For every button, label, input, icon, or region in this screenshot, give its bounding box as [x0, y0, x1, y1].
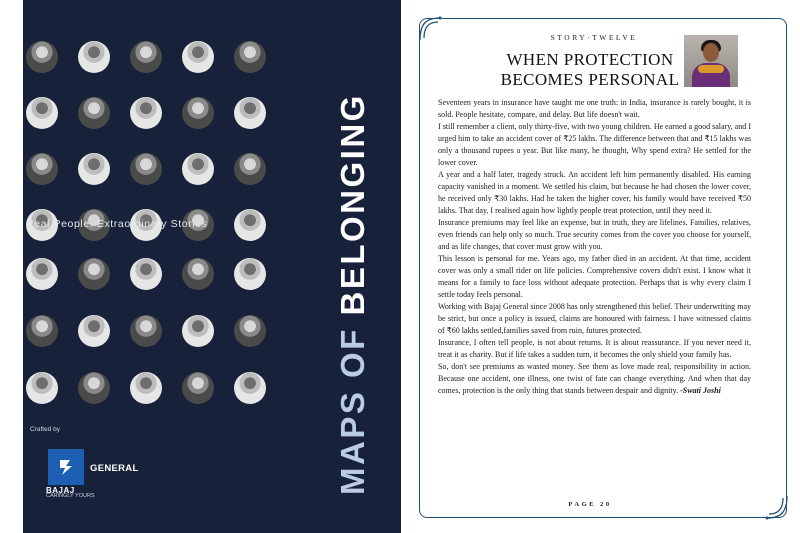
crafted-by-label: Crafted by — [30, 426, 60, 433]
portrait-photo — [78, 315, 110, 347]
story-paragraph: This lesson is personal for me. Years ago, my father died in an accident. At that time, accident cover was only a small rider on life policies. Comprehensive covers didn't exist. I know what it means for a family to face loss without adequate protection. Perhaps that is why every claim I settle today feels personal. — [438, 254, 751, 299]
portrait-photo — [26, 372, 58, 404]
portrait-photo — [78, 153, 110, 185]
story-label: STORY·TWELVE — [550, 33, 638, 42]
corner-ornament-icon — [761, 494, 789, 522]
portrait-photo — [234, 153, 266, 185]
story-title-line1: WHEN PROTECTION — [506, 50, 674, 69]
portrait-photo — [78, 41, 110, 73]
story-body — [438, 97, 751, 397]
portrait-photo — [26, 41, 58, 73]
portrait-photo — [130, 258, 162, 290]
story-paragraph: Seventeen years in insurance have taught me one truth: in India, insurance is rarely bought, it is sold. People hesitate, compare, and delay. But life doesn't wait. — [438, 98, 751, 119]
cover-tagline: Real People. Extraordinary Stories — [26, 218, 208, 230]
portrait-photo — [234, 41, 266, 73]
story-title — [484, 50, 696, 90]
logo-general-text: GENERAL — [90, 463, 139, 474]
story-paragraph: A year and a half later, tragedy struck. An accident left him permanently disabled. His earning capacity vanished in a moment. We settled his claim, but because he had chosen the lower cover, he received only ₹30 lakhs. Had he taken the higher cover, his family would have received ₹50 lakhs. That day, I realised again how lightly people treat protection, until they need it. — [438, 170, 751, 215]
cover-title — [334, 35, 372, 495]
story-paragraph: So, don't see premiums as wasted money. See them as love made real, responsibility in action. Because one accident, one illness, one twist of fate can change everything. And when that day comes, protection is the only thing that stands between despair and dignity. — [438, 362, 751, 395]
story-paragraph: Insurance premiums may feel like an expense, but in truth, they are lifelines. Families, relatives, even friends can help only so much. True security comes from the cover you choose for yourself, and as life changes, that cover must grow with you. — [438, 218, 751, 251]
portrait-photo — [182, 41, 214, 73]
portrait-photo — [26, 97, 58, 129]
logo-caring-text: CARINGLY YOURS — [46, 493, 95, 499]
author-photo — [684, 35, 738, 87]
portrait-photo — [78, 97, 110, 129]
story-title-line2: BECOMES PERSONAL — [500, 70, 680, 89]
portrait-photo — [182, 315, 214, 347]
portrait-photo — [182, 153, 214, 185]
cover-title-part2: BELONGING — [334, 93, 371, 316]
story-paragraph: I still remember a client, only thirty-five, with two young children. He earned a good salary, and I urged him to take an accident cover of ₹25 lakhs. The difference between that and ₹15 lakhs was only a thousand rupees a year. But like many, he thought, Why spend extra? He settled for the lower cover. — [438, 122, 751, 167]
cover-title-part1: MAPS OF — [334, 315, 371, 495]
corner-ornament-icon — [418, 14, 446, 42]
portrait-photo — [78, 372, 110, 404]
portrait-photo — [234, 372, 266, 404]
story-paragraph: Working with Bajaj General since 2008 has only strengthened this belief. Their underwriting may be strict, but once a policy is issued, claims are honoured with fairness. I have witnessed claims of ₹60 lakhs settled,families saved from ruin, futures protected. — [438, 302, 751, 335]
portrait-photo — [182, 258, 214, 290]
portrait-photo — [234, 97, 266, 129]
portrait-photo — [130, 315, 162, 347]
portrait-photo — [26, 153, 58, 185]
bajaj-logo-icon — [48, 449, 84, 485]
portrait-photo — [182, 372, 214, 404]
story-paragraph: Insurance, I often tell people, is not about returns. It is about reassurance. If you never need it, treat it as charity. But if life takes a sudden turn, it becomes the only shield your family has. — [438, 338, 751, 359]
bajaj-emblem-icon — [54, 455, 78, 479]
portrait-photo — [130, 372, 162, 404]
portrait-photo — [26, 315, 58, 347]
story-paragraph-last — [438, 361, 751, 397]
portrait-photo — [26, 258, 58, 290]
portrait-photo — [234, 315, 266, 347]
portrait-photo — [182, 97, 214, 129]
portrait-photo — [234, 258, 266, 290]
portrait-photo — [234, 209, 266, 241]
page-number: PAGE 20 — [568, 501, 612, 508]
author-signature: -Swati Joshi — [678, 386, 721, 395]
portrait-grid-bottom — [26, 258, 316, 404]
portrait-photo — [130, 153, 162, 185]
portrait-grid-top — [26, 41, 316, 241]
portrait-photo — [130, 41, 162, 73]
portrait-photo — [130, 97, 162, 129]
logo-bajaj-text: BAJAJ — [46, 486, 75, 495]
portrait-photo — [78, 258, 110, 290]
